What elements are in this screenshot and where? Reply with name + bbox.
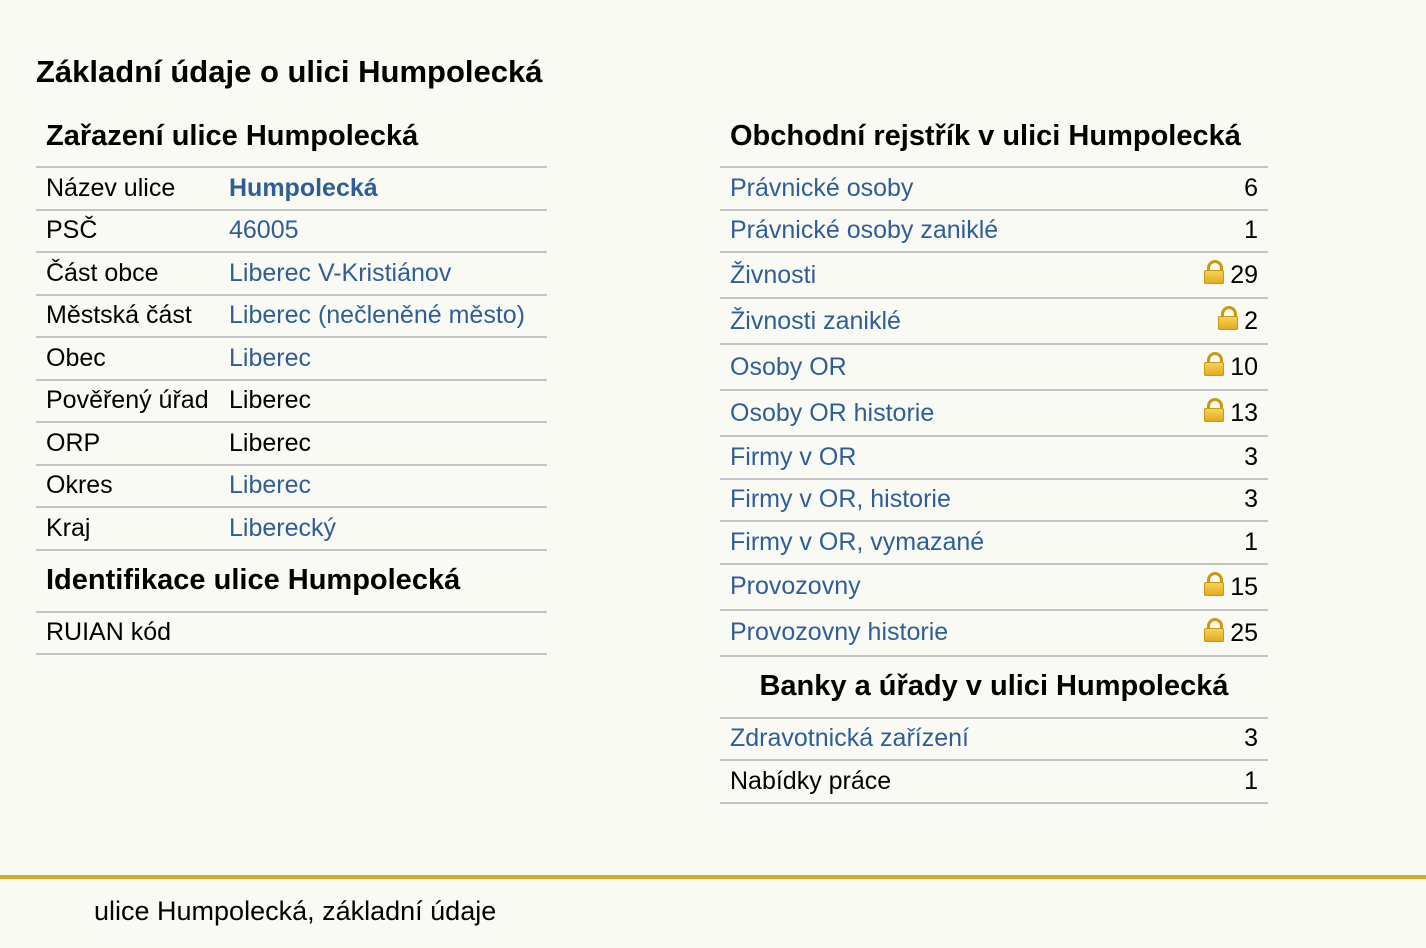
zivnosti-link[interactable]: Živnosti <box>730 260 817 289</box>
table-row <box>720 298 1268 344</box>
obchodni-rejstrik-table <box>720 106 1268 804</box>
obchodni-title: Obchodní rejstřík v ulici Humpolecká <box>720 106 1268 167</box>
row-label: Část obce <box>36 252 219 295</box>
row-value <box>219 210 547 253</box>
count-value: 1 <box>1156 521 1268 564</box>
identifikace-header-row <box>36 550 547 612</box>
nabidky-prace-label: Nabídky práce <box>720 760 1156 803</box>
cast-obce-link[interactable]: Liberec V-Kristiánov <box>229 258 452 287</box>
table-row <box>720 564 1268 610</box>
obec-link[interactable]: Liberec <box>229 343 311 372</box>
lock-icon <box>1218 306 1238 330</box>
table-row <box>36 295 547 338</box>
count-value: 25 <box>1230 618 1258 647</box>
row-label: Pověřený úřad <box>36 380 219 423</box>
page-title: Základní údaje o ulici Humpolecká <box>36 54 543 89</box>
table-row <box>36 380 547 423</box>
mestska-cast-link[interactable]: Liberec (nečleněné město) <box>229 301 525 330</box>
banky-title: Banky a úřady v ulici Humpolecká <box>720 656 1268 718</box>
table-row <box>720 210 1268 253</box>
count-value: 3 <box>1156 436 1268 479</box>
okres-link[interactable]: Liberec <box>229 471 311 500</box>
count-cell <box>1156 610 1268 656</box>
row-label: Název ulice <box>36 167 219 210</box>
count-cell <box>1156 564 1268 610</box>
table-row <box>720 610 1268 656</box>
banky-header-row <box>720 656 1268 718</box>
count-value: 3 <box>1156 479 1268 522</box>
pravnicke-osoby-link[interactable]: Právnické osoby <box>730 173 914 202</box>
lock-icon <box>1204 260 1224 284</box>
zarazeni-title: Zařazení ulice Humpolecká <box>36 106 547 167</box>
count-cell <box>1156 252 1268 298</box>
osoby-or-historie-link[interactable]: Osoby OR historie <box>730 398 935 427</box>
row-label: Obec <box>36 337 219 380</box>
row-label: Okres <box>36 465 219 508</box>
provozovny-historie-link[interactable]: Provozovny historie <box>730 618 949 646</box>
row-value <box>219 465 547 508</box>
table-row <box>36 507 547 550</box>
provozovny-link[interactable]: Provozovny <box>730 572 861 600</box>
table-row <box>720 718 1268 761</box>
kraj-link[interactable]: Liberecký <box>229 513 336 542</box>
footer-divider <box>0 875 1426 879</box>
count-value: 13 <box>1230 399 1258 427</box>
table-row <box>720 479 1268 522</box>
table-row <box>36 337 547 380</box>
lock-icon <box>1204 398 1224 422</box>
count-cell <box>1156 298 1268 344</box>
lock-icon <box>1204 352 1224 376</box>
count-value: 1 <box>1156 760 1268 803</box>
obchodni-header-row <box>720 106 1268 167</box>
row-value <box>219 167 547 210</box>
identifikace-title: Identifikace ulice Humpolecká <box>36 550 547 612</box>
row-value-text: Liberec <box>219 380 547 423</box>
lock-icon <box>1204 572 1224 596</box>
firmy-v-or-link[interactable]: Firmy v OR <box>730 442 857 471</box>
table-row <box>36 422 547 465</box>
table-row <box>720 390 1268 436</box>
count-value: 2 <box>1244 307 1258 335</box>
count-value: 15 <box>1230 572 1258 601</box>
table-row <box>720 344 1268 390</box>
table-row <box>36 465 547 508</box>
row-label: Městská část <box>36 295 219 338</box>
firmy-v-or-historie-link[interactable]: Firmy v OR, historie <box>730 485 951 514</box>
row-value-text: Liberec <box>219 422 547 465</box>
count-value: 1 <box>1156 210 1268 253</box>
count-value: 10 <box>1230 353 1258 381</box>
count-cell <box>1156 390 1268 436</box>
zivnosti-zanikle-link[interactable]: Živnosti zaniklé <box>730 306 901 335</box>
row-label: PSČ <box>36 210 219 253</box>
table-row <box>36 210 547 253</box>
count-value: 29 <box>1230 261 1258 289</box>
psc-link[interactable]: 46005 <box>229 216 299 245</box>
table-row <box>720 760 1268 803</box>
row-label: ORP <box>36 422 219 465</box>
lock-icon <box>1204 618 1224 642</box>
row-value <box>219 252 547 295</box>
table-row <box>36 612 547 655</box>
count-cell <box>1156 344 1268 390</box>
row-value <box>219 507 547 550</box>
zdravotnicka-zarizeni-link[interactable]: Zdravotnická zařízení <box>730 724 969 753</box>
table-row <box>36 167 547 210</box>
row-value <box>219 337 547 380</box>
table-row <box>720 521 1268 564</box>
table-row <box>720 436 1268 479</box>
firmy-v-or-vymazane-link[interactable]: Firmy v OR, vymazané <box>730 527 985 556</box>
osoby-or-link[interactable]: Osoby OR <box>730 352 847 381</box>
row-label: Kraj <box>36 507 219 550</box>
row-value-text <box>219 612 547 655</box>
zarazeni-table <box>36 106 547 655</box>
zarazeni-header-row <box>36 106 547 167</box>
street-name-link[interactable]: Humpolecká <box>229 173 378 202</box>
footer-text: ulice Humpolecká, základní údaje <box>94 896 497 926</box>
count-value: 3 <box>1156 718 1268 761</box>
row-label: RUIAN kód <box>36 612 219 655</box>
table-row <box>720 167 1268 210</box>
table-row <box>720 252 1268 298</box>
pravnicke-osoby-zanikle-link[interactable]: Právnické osoby zaniklé <box>730 216 999 245</box>
row-value <box>219 295 547 338</box>
count-value: 6 <box>1156 167 1268 210</box>
table-row <box>36 252 547 295</box>
